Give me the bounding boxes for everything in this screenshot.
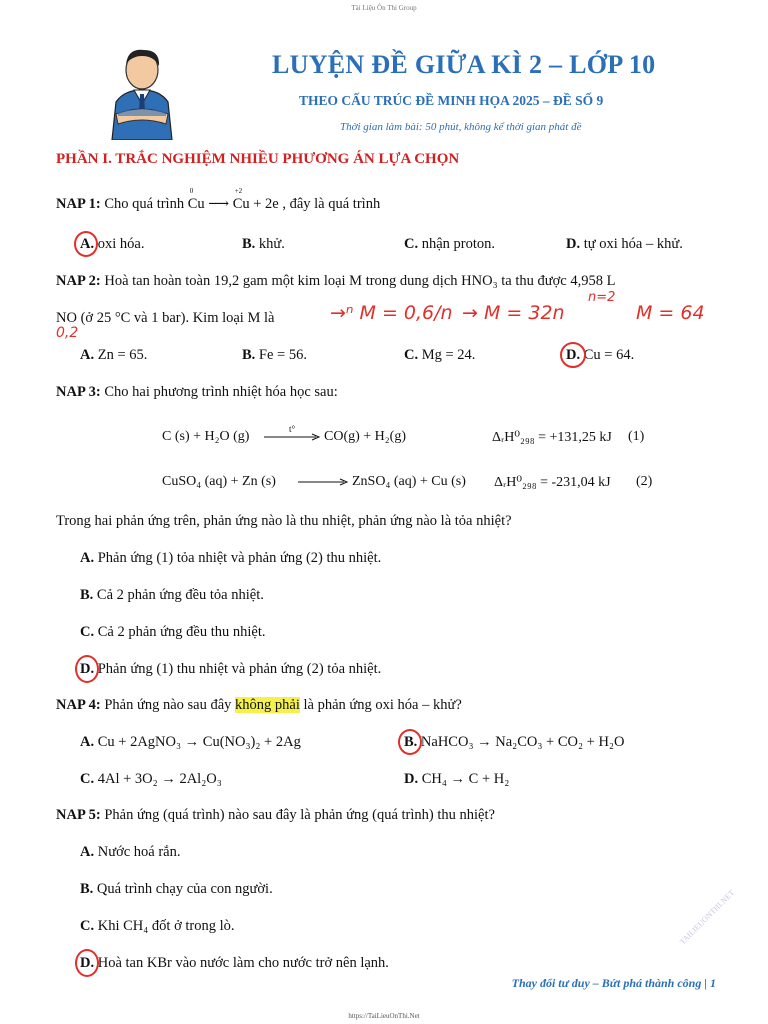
answer-circle xyxy=(75,655,99,683)
top-watermark: Tài Liệu Ôn Thi Group xyxy=(351,4,417,12)
time-note: Thời gian làm bài: 50 phút, không kể thời gian phát đề xyxy=(340,121,582,133)
q5-option-a[interactable]: A. Nước hoá rắn. xyxy=(80,844,181,860)
arrow-icon: ⟶ xyxy=(208,196,230,212)
answer-circle xyxy=(74,231,98,257)
q2-option-a[interactable]: A. Zn = 65. xyxy=(80,347,148,363)
handwritten-margin-note: 0,2 xyxy=(56,325,79,341)
page-subtitle: THEO CẤU TRÚC ĐỀ MINH HỌA 2025 – ĐỀ SỐ 9 xyxy=(299,93,604,108)
question-label: NAP 1: xyxy=(56,196,101,212)
question-3: NAP 3: Cho hai phương trình nhiệt hóa học sau: xyxy=(56,384,338,400)
q1-option-c[interactable]: C. nhận proton. xyxy=(404,236,496,252)
q3-option-d[interactable]: D. Phản ứng (1) thu nhiệt và phản ứng (2) tỏa nhiệt. xyxy=(80,661,382,677)
equation-1-enthalpy: ΔᵣH⁰₂₉₈ = +131,25 kJ xyxy=(492,430,612,445)
equation-2-products: ZnSO₄ (aq) + Cu (s) xyxy=(352,474,466,489)
footer-slogan: Thay đổi tư duy – Bứt phá thành công | 1 xyxy=(511,976,716,990)
side-watermark: TAILIEUONTHI.NET xyxy=(678,888,737,947)
page-title: LUYỆN ĐỀ GIỮA KÌ 2 – LỚP 10 xyxy=(272,50,656,79)
answer-circle xyxy=(398,729,422,755)
q2-option-d[interactable]: D. Cu = 64. xyxy=(566,347,635,363)
question-4: NAP 4: Phản ứng nào sau đây không phải là phản ứng oxi hóa – khử? xyxy=(56,697,462,713)
q5-option-b[interactable]: B. Quá trình chạy của con người. xyxy=(80,881,273,897)
equation-2-reactants: CuSO₄ (aq) + Zn (s) xyxy=(162,474,276,489)
equation-2-number: (2) xyxy=(636,474,653,489)
question-3-prompt: Trong hai phản ứng trên, phản ứng nào là thu nhiệt, phản ứng nào là tỏa nhiệt? xyxy=(56,513,512,529)
mascot-illustration xyxy=(104,44,180,140)
q4-option-a[interactable]: A. Cu + 2AgNO₃ → Cu(NO₃)₂ + 2Ag xyxy=(80,734,301,750)
equation-1-reactants: C (s) + H₂O (g) xyxy=(162,429,250,444)
q4-option-b[interactable]: B. NaHCO₃ → Na₂CO₃ + CO₂ + H₂O xyxy=(404,734,625,750)
q4-option-d[interactable]: D. CH₄ → C + H₂ xyxy=(404,771,510,787)
question-2-line1: NAP 2: Hoà tan hoàn toàn 19,2 gam một kim loại M trong dung dịch HNO₃ ta thu được 4,958 L xyxy=(56,273,616,289)
q1-option-a[interactable]: A. oxi hóa. xyxy=(80,236,145,252)
arrow-icon xyxy=(264,432,320,442)
answer-circle xyxy=(560,342,586,368)
highlighted-phrase: không phải xyxy=(235,697,300,713)
equation-1-number: (1) xyxy=(628,429,645,444)
q3-option-b[interactable]: B. Cả 2 phản ứng đều tỏa nhiệt. xyxy=(80,587,264,603)
handwritten-note-1: →ⁿ M = 0,6/n xyxy=(330,302,453,324)
answer-circle xyxy=(75,949,99,977)
equation-1-products: CO(g) + H₂(g) xyxy=(324,429,406,444)
cu-oxidation-0: 0 Cu xyxy=(187,187,205,212)
q5-option-c[interactable]: C. Khi CH₄ đốt ở trong lò. xyxy=(80,918,235,934)
handwritten-note-2: → M = 32n xyxy=(462,302,565,324)
question-5: NAP 5: Phản ứng (quá trình) nào sau đây là phản ứng (quá trình) thu nhiệt? xyxy=(56,807,495,823)
cu-oxidation-2: +2 Cu xyxy=(232,187,250,212)
q1-option-d[interactable]: D. tự oxi hóa – khử. xyxy=(566,236,683,252)
question-2-line2: NO (ở 25 °C và 1 bar). Kim loại M là xyxy=(56,310,275,326)
handwritten-note-4: M = 64 xyxy=(636,302,705,324)
footer-url[interactable]: https://TaiLieuOnThi.Net xyxy=(348,1012,420,1020)
q2-option-c[interactable]: C. Mg = 24. xyxy=(404,347,476,363)
q4-option-c[interactable]: C. 4Al + 3O₂ → 2Al₂O₃ xyxy=(80,771,222,787)
q1-option-b[interactable]: B. khử. xyxy=(242,236,285,252)
equation-1-condition: t° xyxy=(288,424,296,434)
q3-option-a[interactable]: A. Phản ứng (1) tỏa nhiệt và phản ứng (2) thu nhiệt. xyxy=(80,550,382,566)
arrow-icon xyxy=(298,477,348,487)
q2-option-b[interactable]: B. Fe = 56. xyxy=(242,347,307,363)
q5-option-d[interactable]: D. Hoà tan KBr vào nước làm cho nước trở nên lạnh. xyxy=(80,955,389,971)
question-1: NAP 1: Cho quá trình 0 Cu ⟶ +2 Cu + 2e , đây là quá trình xyxy=(56,187,381,212)
handwritten-note-3: n=2 xyxy=(588,290,616,305)
equation-2-enthalpy: ΔᵣH⁰₂₉₈ = -231,04 kJ xyxy=(494,475,611,490)
section-heading: PHẦN I. TRẮC NGHIỆM NHIỀU PHƯƠNG ÁN LỰA CHỌN xyxy=(56,151,460,167)
q3-option-c[interactable]: C. Cả 2 phản ứng đều thu nhiệt. xyxy=(80,624,266,640)
